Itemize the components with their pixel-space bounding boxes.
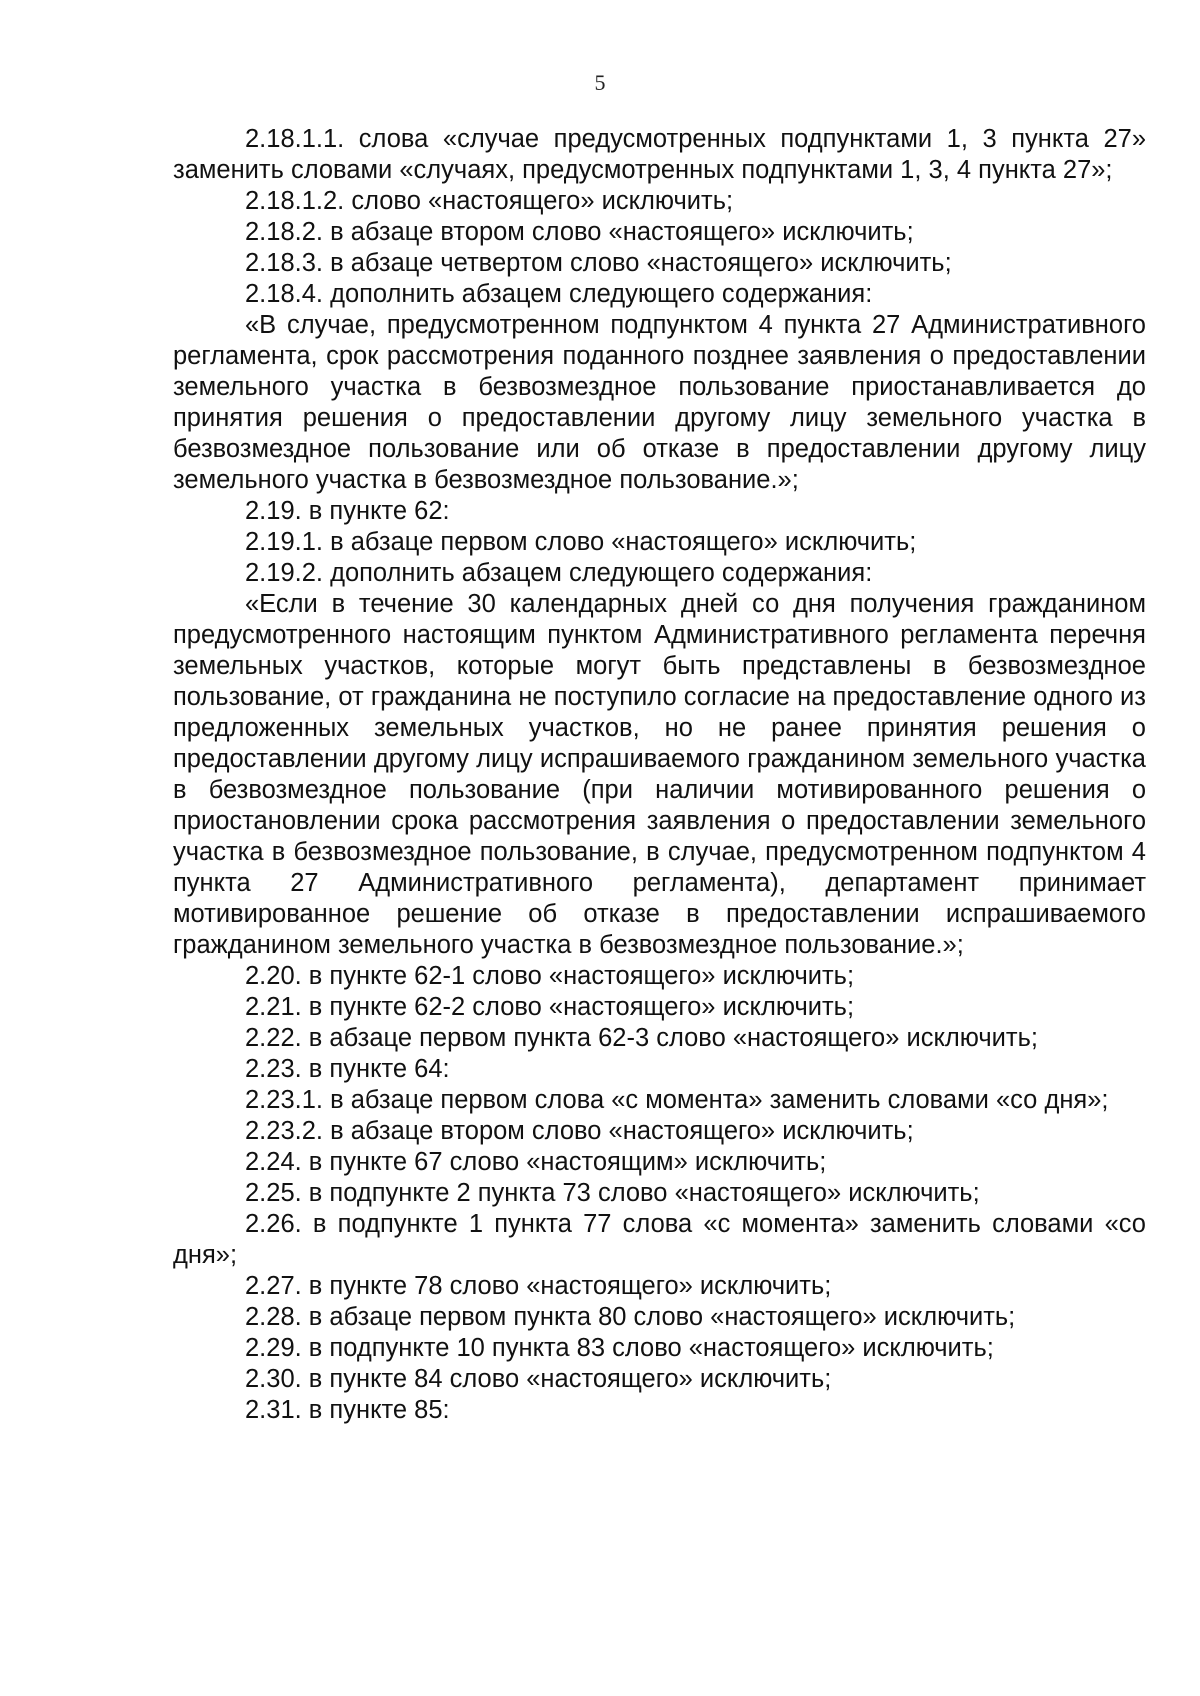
- paragraph: 2.22. в абзаце первом пункта 62-3 слово «настоящего» исключить;: [245, 1024, 1038, 1052]
- paragraph: 2.18.3. в абзаце четвертом слово «настоящего» исключить;: [245, 249, 952, 277]
- paragraph: «Если в течение 30 календарных дней со дня получения гражданином предусмотренного настоящим пунктом Административного регламента перечня земельных участков, которые могут быть представлены в безвозмездное пользование, от гражданина не поступило согласие на предоставление одного из предложенных земельных участков, но не ранее принятия решения о предоставлении другому лицу испрашиваемого гражданином земельного участка в безвозмездное пользование (при наличии мотивированного решения о приостановлении срока рассмотрения заявления о предоставлении земельного участка в безвозмездное пользование, в случае, предусмотренном подпунктом 4 пункта 27 Административного регламента), департамент принимает мотивированное решение об отказе в предоставлении испрашиваемого гражданином земельного участка в безвозмездное пользование.»;: [173, 590, 1146, 959]
- paragraph: 2.18.1.2. слово «настоящего» исключить;: [245, 187, 734, 215]
- paragraph: 2.18.2. в абзаце втором слово «настоящего» исключить;: [245, 218, 914, 246]
- paragraph: 2.19.1. в абзаце первом слово «настоящего» исключить;: [245, 528, 917, 556]
- paragraph: 2.24. в пункте 67 слово «настоящим» исключить;: [245, 1148, 827, 1176]
- document-body: [173, 124, 1146, 1426]
- paragraph: «В случае, предусмотренном подпунктом 4 пункта 27 Административного регламента, срок рассмотрения поданного позднее заявления о предоставлении земельного участка в безвозмездное пользование приостанавливается до принятия решения о предоставлении другому лицу земельного участка в безвозмездное пользование или об отказе в предоставлении другому лицу земельного участка в безвозмездное пользование.»;: [173, 311, 1146, 494]
- paragraph: 2.23.1. в абзаце первом слова «с момента» заменить словами «со дня»;: [245, 1086, 1109, 1114]
- paragraph: 2.18.4. дополнить абзацем следующего содержания:: [245, 280, 873, 308]
- paragraph: 2.27. в пункте 78 слово «настоящего» исключить;: [245, 1272, 832, 1300]
- paragraph: 2.29. в подпункте 10 пункта 83 слово «настоящего» исключить;: [245, 1334, 994, 1362]
- paragraph: 2.20. в пункте 62-1 слово «настоящего» исключить;: [245, 962, 855, 990]
- paragraph: 2.21. в пункте 62-2 слово «настоящего» исключить;: [245, 993, 855, 1021]
- paragraph: 2.25. в подпункте 2 пункта 73 слово «настоящего» исключить;: [245, 1179, 980, 1207]
- paragraph: 2.26. в подпункте 1 пункта 77 слова «с момента» заменить словами «со дня»;: [173, 1210, 1146, 1269]
- paragraph: 2.23. в пункте 64:: [245, 1055, 450, 1083]
- paragraph: 2.18.1.1. слова «случае предусмотренных подпунктами 1, 3 пункта 27» заменить словами «случаях, предусмотренных подпунктами 1, 3, 4 пункта 27»;: [173, 125, 1146, 184]
- paragraph: 2.31. в пункте 85:: [245, 1396, 450, 1424]
- paragraph: 2.30. в пункте 84 слово «настоящего» исключить;: [245, 1365, 832, 1393]
- paragraph: 2.19.2. дополнить абзацем следующего содержания:: [245, 559, 873, 587]
- paragraph: 2.23.2. в абзаце втором слово «настоящего» исключить;: [245, 1117, 914, 1145]
- paragraph: 2.28. в абзаце первом пункта 80 слово «настоящего» исключить;: [245, 1303, 1016, 1331]
- page-number: 5: [594, 70, 606, 95]
- paragraph: 2.19. в пункте 62:: [245, 497, 450, 525]
